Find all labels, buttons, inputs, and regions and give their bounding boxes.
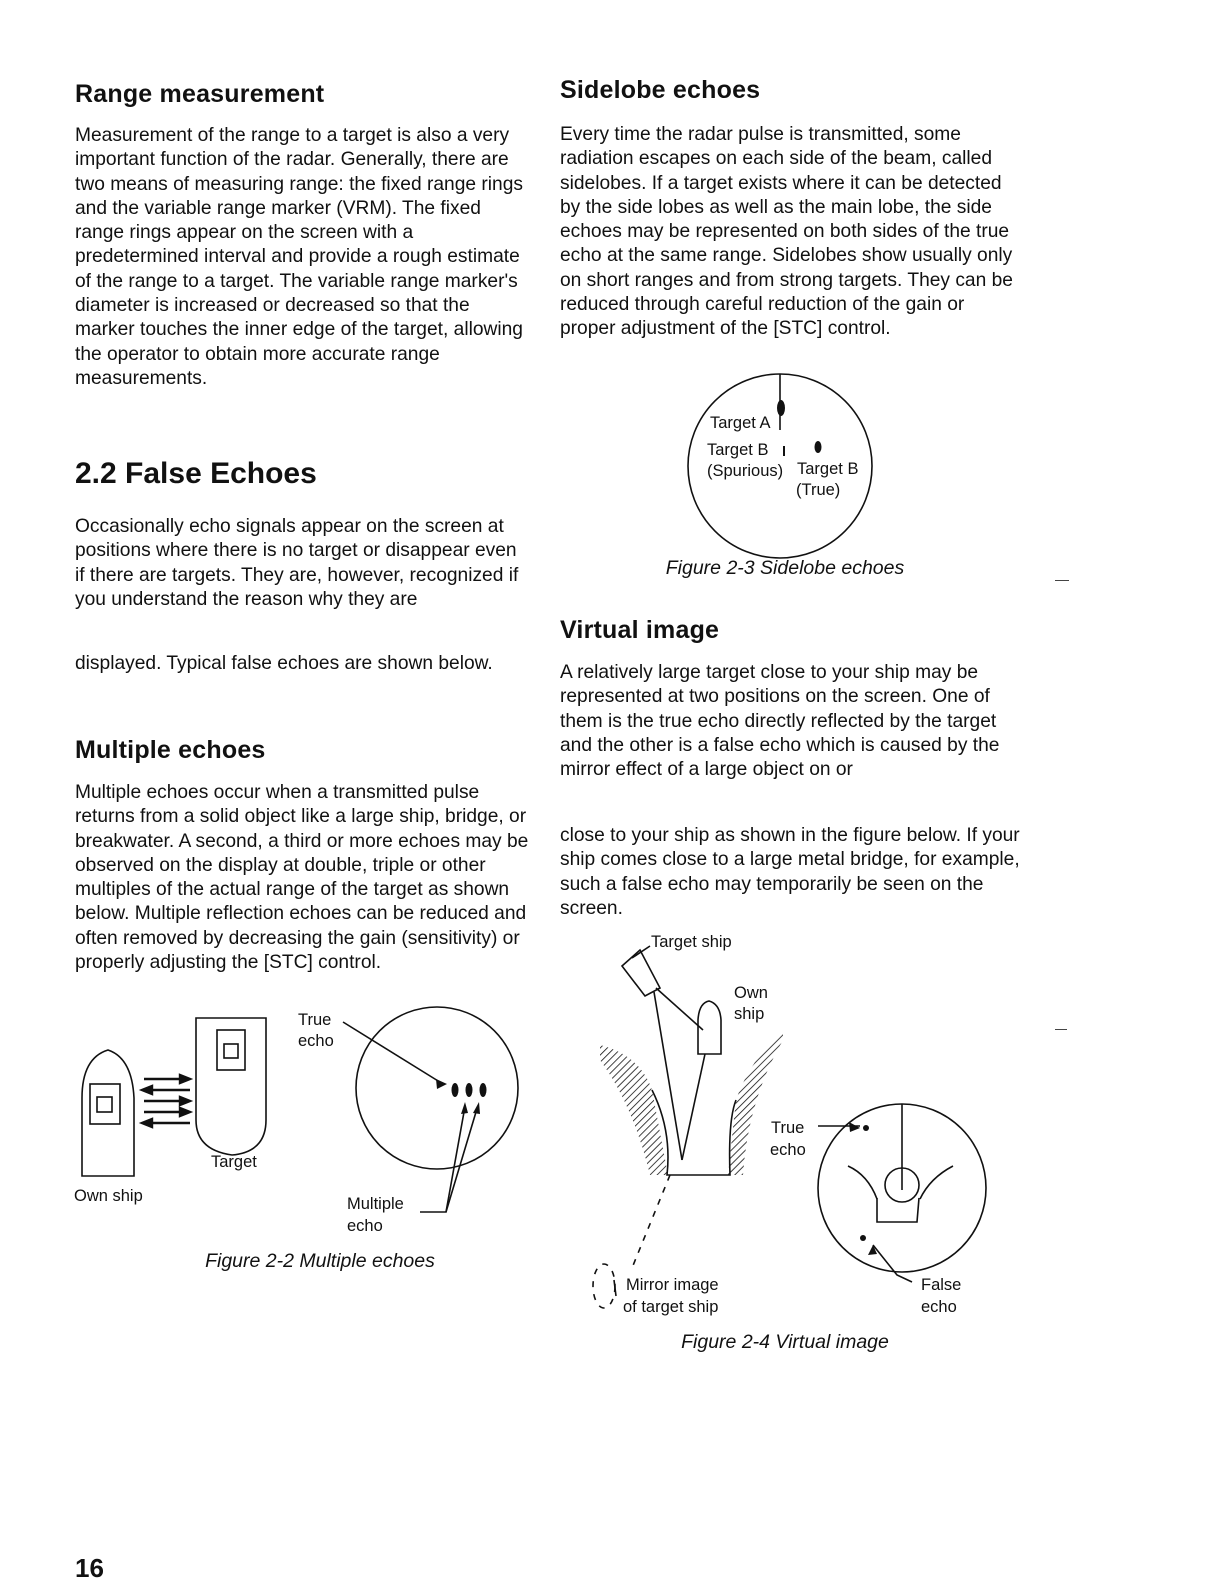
target-a-echo: [777, 400, 785, 416]
false-echoes-text-2: displayed. Typical false echoes are shown below.: [75, 653, 493, 674]
target-ship-label: Target ship: [651, 933, 732, 951]
true-echo-label-1: True: [298, 1011, 332, 1029]
target-b-true-echo: [815, 441, 822, 453]
virtual-image-heading: Virtual image: [560, 616, 720, 644]
false-echoes-heading: 2.2 False Echoes: [75, 457, 317, 490]
false-echo-label-2: echo: [921, 1298, 957, 1316]
virtual-image-figure: [570, 925, 1000, 1325]
range-measurement-heading: Range measurement: [75, 80, 325, 108]
false-echo-dot: [860, 1235, 866, 1241]
mirror-image-label-2: of target ship: [623, 1298, 719, 1316]
multiple-echo-dot: [466, 1083, 473, 1097]
own-ship-label: Own ship: [74, 1187, 143, 1205]
multiple-echoes-heading: Multiple echoes: [75, 736, 266, 764]
multiple-echo-dot: [480, 1083, 487, 1097]
true-echo-label-1: True: [771, 1119, 805, 1137]
sidelobe-echoes-heading: Sidelobe echoes: [560, 76, 761, 104]
mirror-image: [593, 1264, 615, 1308]
virtual-image-text-2: close to your ship as shown in the figure below. If your ship comes close to a large metal bridge, for example, such a false echo may temporarily be seen on the screen.: [560, 825, 1020, 919]
target-b-true-label-1: Target B: [797, 460, 859, 478]
target-a-label: Target A: [710, 414, 771, 432]
sidelobe-echoes-text: Every time the radar pulse is transmitted, some radiation escapes on each side of the beam, called sidelobes. If a target exists where it can be detected by the side lobes as well as the main lobe, the side echoes may be represented on both sides of the true echo at the same range. Sidelobes show usually only on short ranges and from strong targets. They can be reduced through careful reduction of the gain or proper adjustment of the [STC] control.: [560, 124, 1013, 340]
figure-2-3-caption: Figure 2-3 Sidelobe echoes: [665, 557, 905, 579]
own-ship: [698, 1001, 721, 1054]
true-echo-label-2: echo: [770, 1141, 806, 1159]
target-b-true-label-2: (True): [796, 481, 841, 499]
multiple-echoes-text: Multiple echoes occur when a transmitted pulse returns from a solid object like a large ship, bridge, or breakwater. A second, a third or more echoes may be observed on the display at double, triple or other multiples of the actual range of the target as shown below. Multiple reflection echoes can be reduced and often removed by decreasing the gain (sensitivity) or properly adjusting the [STC] control.: [75, 782, 529, 974]
range-measurement-text: Measurement of the range to a target is also a very important function of the radar. Generally, there are two means of measuring range: the fixed range rings and the variable range marker (VRM). The fixed range rings appear on the screen with a predetermined interval and provide a rough estimate of the range to a target. The variable range marker's diameter is increased or decreased so that the marker touches the inner edge of the target, allowing the operator to obtain more accurate range measurements.: [75, 125, 523, 389]
mirror-image-label-1: Mirror image: [626, 1276, 719, 1294]
left-bank: [600, 1045, 668, 1175]
target-ship-bridge: [217, 1030, 245, 1070]
true-echo-dot: [863, 1125, 869, 1131]
target-ship-outline: [196, 1018, 266, 1155]
figure-2-4-caption: Figure 2-4 Virtual image: [681, 1331, 889, 1353]
sidelobe-echoes-figure: [680, 360, 890, 560]
virtual-image-text-1: A relatively large target close to your ship may be represented at two positions on the screen. One of them is the true echo directly reflected by the target and the other is a false echo which is caused by the mirror effect of a large object on or: [560, 662, 1000, 781]
multiple-echoes-figure: [60, 1000, 540, 1240]
multiple-echo-label-2: echo: [347, 1217, 383, 1235]
margin-mark: [1055, 1029, 1067, 1030]
own-ship-label-1: Own: [734, 984, 768, 1002]
false-echo-label-1: False: [921, 1276, 962, 1294]
true-echo-label-2: echo: [298, 1032, 334, 1050]
margin-mark: [1055, 580, 1069, 581]
target-label: Target: [211, 1153, 257, 1171]
own-ship-bridge: [90, 1084, 120, 1124]
true-echo-dot: [452, 1083, 459, 1097]
false-echoes-text-1: Occasionally echo signals appear on the screen at positions where there is no target or disappear even if there are targets. They are, however, recognized if you understand the reason why they are: [75, 516, 519, 610]
page-number: 16: [75, 1553, 104, 1583]
target-ship: [622, 950, 660, 996]
multiple-echo-label-1: Multiple: [347, 1195, 404, 1213]
own-ship-label-2: ship: [734, 1005, 765, 1023]
target-b-label: Target B: [707, 441, 769, 459]
figure-2-2-caption: Figure 2-2 Multiple echoes: [205, 1250, 435, 1272]
spurious-label: (Spurious): [707, 462, 784, 480]
